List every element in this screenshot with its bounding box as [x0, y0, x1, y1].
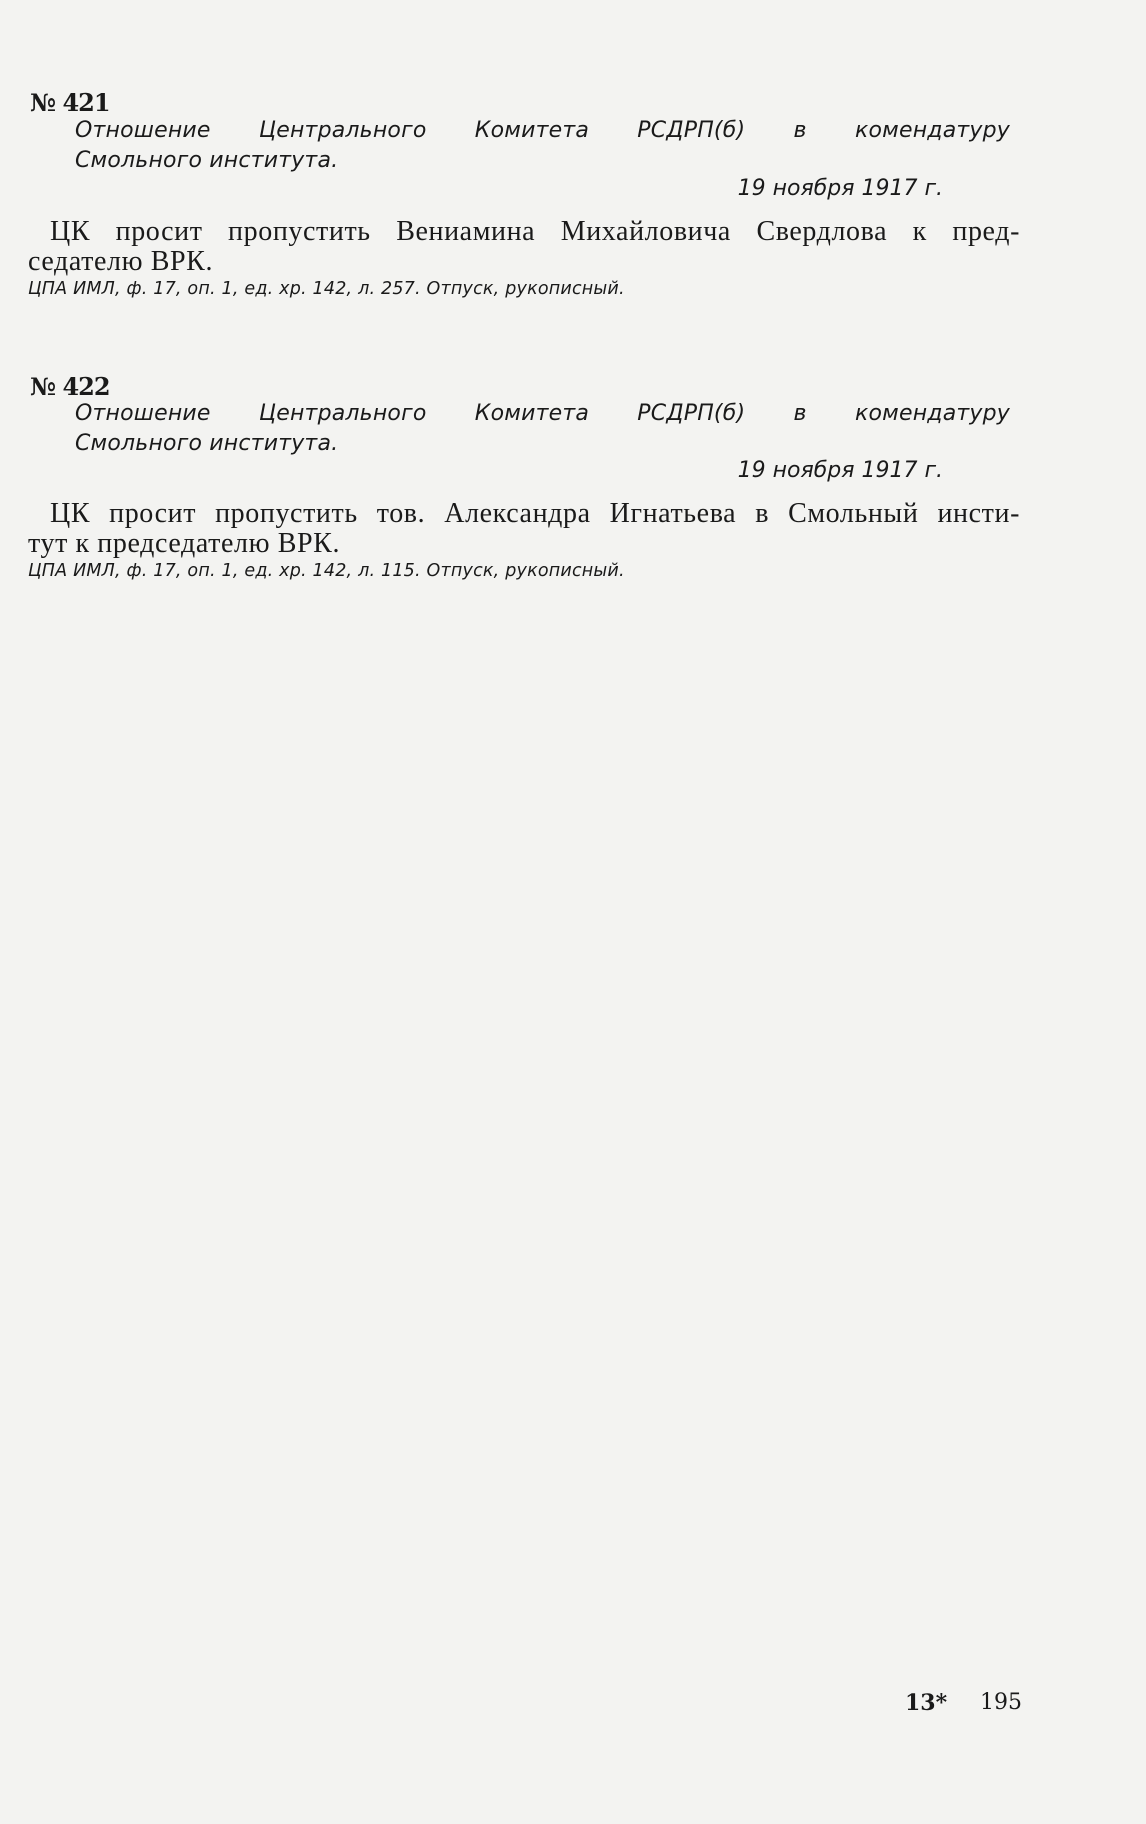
document-title-line-1: Отношение Центрального Комитета РСДРП(б) в комендатуру: [75, 401, 1010, 426]
document-body-line-1: ЦК просит пропустить тов. Александра Игнатьева в Смольный инсти-: [50, 498, 1020, 529]
document-source: ЦПА ИМЛ, ф. 17, оп. 1, ед. хр. 142, л. 257. Отпуск, рукописный.: [28, 279, 625, 299]
page-number: 195: [980, 1690, 1022, 1715]
document-title-line-1: Отношение Центрального Комитета РСДРП(б) в комендатуру: [75, 118, 1010, 143]
signature-mark: 13*: [905, 1690, 948, 1716]
document-body-line-2: седателю ВРК.: [28, 246, 214, 277]
document-number: № 422: [30, 372, 110, 401]
document-title-line-2: Смольного института.: [75, 148, 339, 173]
document-body-line-2: тут к председателю ВРК.: [28, 528, 341, 559]
document-number: № 421: [30, 88, 110, 117]
document-body-line-1: ЦК просит пропустить Вениамина Михайловича Свердлова к пред-: [50, 216, 1020, 247]
document-date: 19 ноября 1917 г.: [737, 176, 943, 201]
document-date: 19 ноября 1917 г.: [737, 458, 943, 483]
document-source: ЦПА ИМЛ, ф. 17, оп. 1, ед. хр. 142, л. 115. Отпуск, рукописный.: [28, 561, 625, 581]
document-title-line-2: Смольного института.: [75, 431, 339, 456]
